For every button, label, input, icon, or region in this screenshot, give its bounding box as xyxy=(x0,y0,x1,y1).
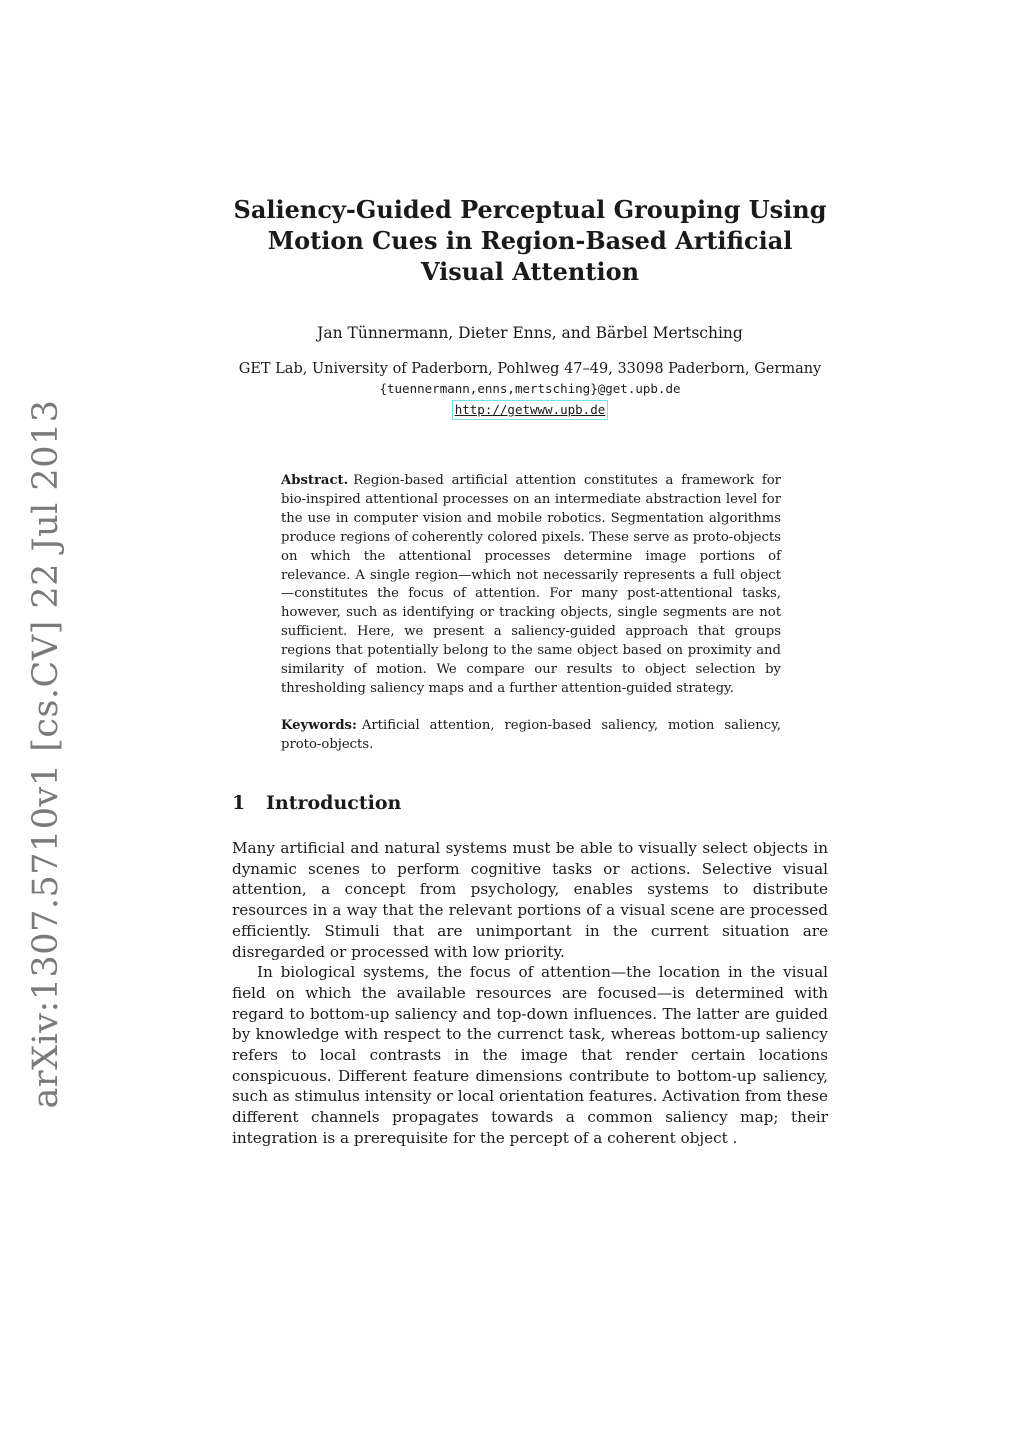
keywords-text: Artificial attention, region-based saliency, motion saliency, proto-objects. xyxy=(281,718,781,752)
section-title: Introduction xyxy=(266,792,402,814)
lab-url-link[interactable]: http://getwww.upb.de xyxy=(452,400,609,420)
arxiv-identifier-text: arXiv:1307.5710v1 [cs.CV] 22 Jul 2013 xyxy=(26,399,66,1109)
affiliation: GET Lab, University of Paderborn, Pohlweg 47–49, 33098 Paderborn, Germany xyxy=(238,361,822,377)
author-list: Jan Tünnermann, Dieter Enns, and Bärbel Mertsching xyxy=(317,324,743,342)
introduction-body xyxy=(232,838,828,1149)
keywords xyxy=(281,717,781,755)
introduction-paragraph-2: In biological systems, the focus of attention—the location in the visual field on which the available resources are focused—is determined with regard to bottom-up saliency and top-down influences. The latter are guided by knowledge with respect to the currenct task, whereas bottom-up saliency refers to local contrasts in the image that render certain locations conspicuous. Different feature dimensions contribute to bottom-up saliency, such as stimulus intensity or local orientation features. Activation from these different channels propagates towards a common saliency map; their integration is a prerequisite for the percept of a coherent object . xyxy=(232,963,828,1147)
paper-title: Saliency-Guided Perceptual Grouping Using Motion Cues in Region-Based Artificial Visual Attention xyxy=(233,195,827,286)
section-heading-introduction xyxy=(232,792,401,814)
keywords-label: Keywords: xyxy=(281,718,357,733)
abstract-label: Abstract. xyxy=(281,473,349,488)
abstract xyxy=(281,472,781,699)
url-container xyxy=(230,399,830,420)
section-number: 1 xyxy=(232,792,246,814)
author-emails: {tuennermann,enns,mertsching}@get.upb.de xyxy=(379,381,681,396)
introduction-paragraph-1: Many artificial and natural systems must be able to visually select objects in dynamic scenes to perform cognitive tasks or actions. Selective visual attention, a concept from psychology, enables systems to distribute resources in a way that the relevant portions of a visual scene are processed efficiently. Stimuli that are unimportant in the current situation are disregarded or processed with low priority. xyxy=(232,839,828,961)
abstract-text: Region-based artificial attention constitutes a framework for bio-inspired attentional processes on an intermediate abstraction level for the use in computer vision and mobile robotics. Segmentation algorithms produce regions of coherently colored pixels. These serve as proto-objects on which the attentional processes determine image portions of relevance. A single region—which not necessarily represents a full object—constitutes the focus of attention. For many post-attentional tasks, however, such as identifying or tracking objects, single segments are not sufficient. Here, we present a saliency-guided approach that groups regions that potentially belong to the same object based on proximity and similarity of motion. We compare our results to object selection by thresholding saliency maps and a further attention-guided strategy. xyxy=(281,473,781,696)
